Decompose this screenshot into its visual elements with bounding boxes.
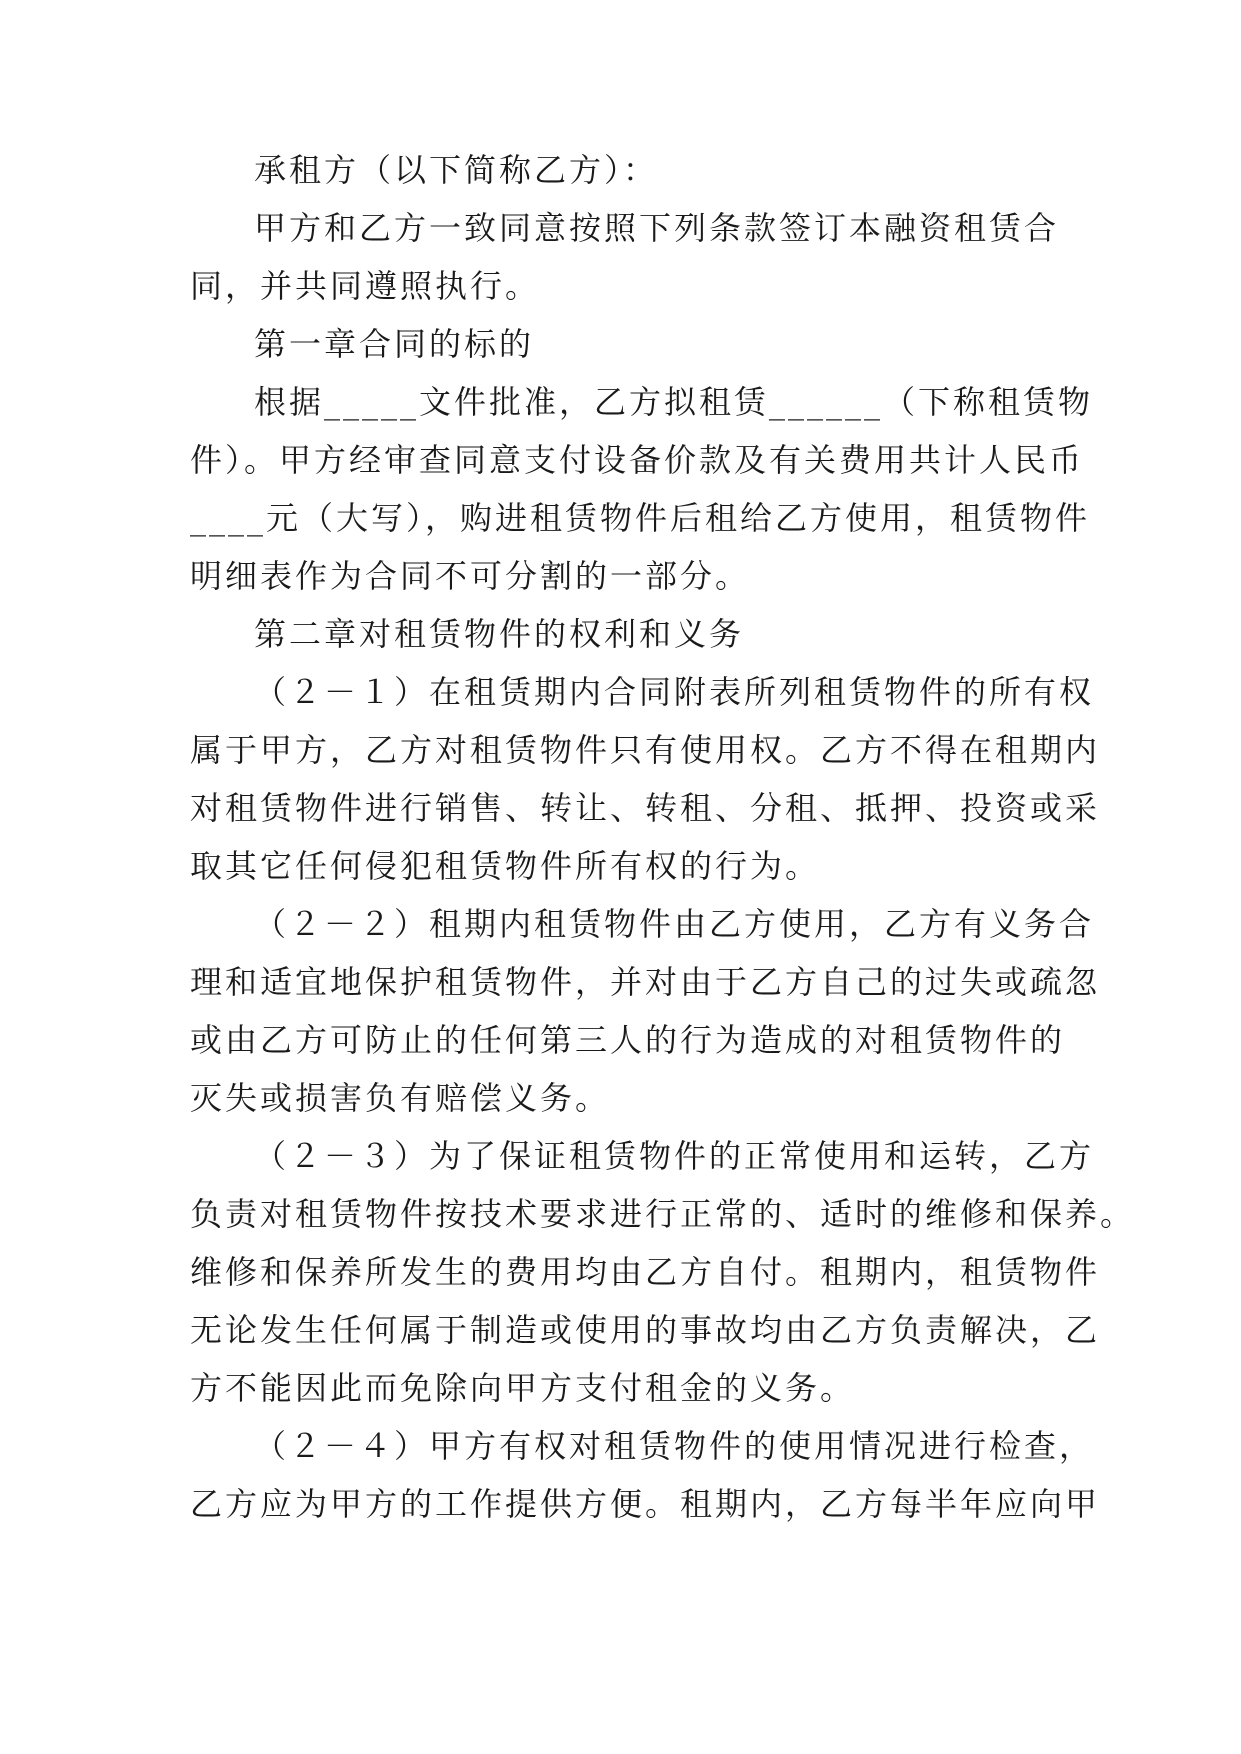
clause-2-4-line-1: （２－４）甲方有权对租赁物件的使用情况进行检查， xyxy=(254,1427,1095,1465)
chapter-1-paragraph-line-4: 明细表作为合同不可分割的一部分。 xyxy=(190,557,751,595)
chapter-1-paragraph-line-1: 根据_____文件批准，乙方拟租赁______（下称租赁物 xyxy=(254,383,1094,421)
clause-2-2-line-4: 灭失或损害负有赔偿义务。 xyxy=(190,1079,611,1117)
clause-2-1-line-2: 属于甲方，乙方对租赁物件只有使用权。乙方不得在租期内 xyxy=(190,731,1101,769)
chapter-1-heading: 第一章合同的标的 xyxy=(254,325,535,363)
chapter-1-paragraph-line-3: ____元（大写），购进租赁物件后租给乙方使用，租赁物件 xyxy=(190,499,1091,537)
intro-paragraph-line-2: 同，并共同遵照执行。 xyxy=(190,267,541,305)
lessee-line: 承租方（以下简称乙方）： xyxy=(254,151,659,189)
clause-2-2-line-2: 理和适宜地保护租赁物件，并对由于乙方自己的过失或疏忽 xyxy=(190,963,1101,1001)
clause-2-3-line-5: 方不能因此而免除向甲方支付租金的义务。 xyxy=(190,1369,856,1407)
chapter-1-paragraph-line-2: 件）。甲方经审查同意支付设备价款及有关费用共计人民币 xyxy=(190,441,1085,479)
chapter-2-heading: 第二章对租赁物件的权利和义务 xyxy=(254,615,745,653)
clause-2-3-line-1: （２－３）为了保证租赁物件的正常使用和运转，乙方 xyxy=(254,1137,1095,1175)
clause-2-3-line-4: 无论发生任何属于制造或使用的事故均由乙方负责解决，乙 xyxy=(190,1311,1101,1349)
clause-2-3-line-2: 负责对租赁物件按技术要求进行正常的、适时的维修和保养。 xyxy=(190,1195,1136,1233)
clause-2-4-line-2: 乙方应为甲方的工作提供方便。租期内，乙方每半年应向甲 xyxy=(190,1485,1101,1523)
clause-2-2-line-1: （２－２）租期内租赁物件由乙方使用，乙方有义务合 xyxy=(254,905,1095,943)
clause-2-1-line-3: 对租赁物件进行销售、转让、转租、分租、抵押、投资或采 xyxy=(190,789,1101,827)
intro-paragraph-line-1: 甲方和乙方一致同意按照下列条款签订本融资租赁合 xyxy=(254,209,1060,247)
clause-2-1-line-1: （２－１）在租赁期内合同附表所列租赁物件的所有权 xyxy=(254,673,1095,711)
clause-2-3-line-3: 维修和保养所发生的费用均由乙方自付。租期内，租赁物件 xyxy=(190,1253,1101,1291)
clause-2-2-line-3: 或由乙方可防止的任何第三人的行为造成的对租赁物件的 xyxy=(190,1021,1066,1059)
clause-2-1-line-4: 取其它任何侵犯租赁物件所有权的行为。 xyxy=(190,847,821,885)
